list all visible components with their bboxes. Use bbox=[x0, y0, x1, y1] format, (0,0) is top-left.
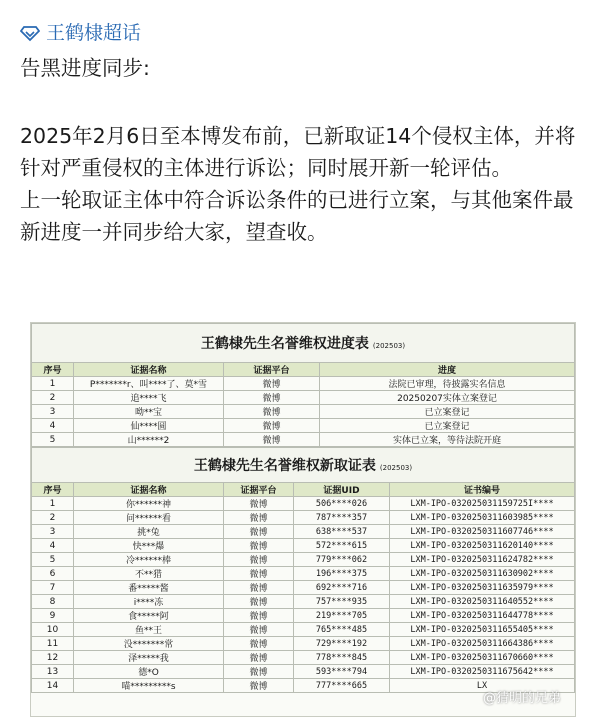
table-cell: i****冻 bbox=[74, 595, 224, 609]
table-cell: LXM-IPO-032025031159725I**** bbox=[390, 497, 575, 511]
table-cell: 快***爆 bbox=[74, 539, 224, 553]
table-row bbox=[32, 553, 575, 567]
table-cell: 593****794 bbox=[294, 665, 390, 679]
table-cell: LXM-IPO-0320250311664386**** bbox=[390, 637, 575, 651]
table-cell: LXM-IPO-0320250311630902**** bbox=[390, 567, 575, 581]
column-header: 证据名称 bbox=[74, 363, 224, 377]
table-cell: 微博 bbox=[224, 419, 320, 433]
table-cell: 7 bbox=[32, 581, 74, 595]
post-paragraph-3: 上一轮取证主体中符合诉讼条件的已进行立案，与其他案件最新进度一并同步给大家，望查收。 bbox=[20, 188, 574, 244]
table-cell: 1 bbox=[32, 497, 74, 511]
table-cell: 微博 bbox=[224, 433, 320, 447]
table-row bbox=[32, 665, 575, 679]
table-cell: LXM-IPO-0320250311655405**** bbox=[390, 623, 575, 637]
table-cell: 11 bbox=[32, 637, 74, 651]
table-row bbox=[32, 497, 575, 511]
new-evidence-table bbox=[31, 447, 575, 693]
table-cell: 德*O bbox=[74, 665, 224, 679]
table-cell: 8 bbox=[32, 595, 74, 609]
table-cell: 微博 bbox=[224, 679, 294, 693]
table-cell: 微博 bbox=[224, 497, 294, 511]
post-body bbox=[20, 52, 590, 248]
table-cell: 微博 bbox=[224, 637, 294, 651]
table-cell: 微博 bbox=[224, 377, 320, 391]
table-row bbox=[32, 651, 575, 665]
table-cell: 219****705 bbox=[294, 609, 390, 623]
table-cell: 微博 bbox=[224, 651, 294, 665]
column-header: 序号 bbox=[32, 363, 74, 377]
table-cell: 微博 bbox=[224, 391, 320, 405]
table-cell: 5 bbox=[32, 553, 74, 567]
table-cell: 微博 bbox=[224, 553, 294, 567]
watermark: @猜明的兄弟 bbox=[482, 691, 561, 706]
table-cell: 呦**宝 bbox=[74, 405, 224, 419]
table-cell: 仙****圆 bbox=[74, 419, 224, 433]
table-cell: 729****192 bbox=[294, 637, 390, 651]
table-cell: 食*****阿 bbox=[74, 609, 224, 623]
table-cell: 20250207实体立案登记 bbox=[320, 391, 575, 405]
table-cell: 已立案登记 bbox=[320, 405, 575, 419]
table-cell: 778****845 bbox=[294, 651, 390, 665]
table-cell: 微博 bbox=[224, 623, 294, 637]
table-cell: 已立案登记 bbox=[320, 419, 575, 433]
table-cell: LXM-IPO-0320250311603985**** bbox=[390, 511, 575, 525]
table-cell: 572****615 bbox=[294, 539, 390, 553]
progress-table-title: 王鹤棣先生名誉维权进度表 (202503) bbox=[32, 324, 575, 363]
table-cell: 777****665 bbox=[294, 679, 390, 693]
table-cell: 不**猎 bbox=[74, 567, 224, 581]
table-cell: 13 bbox=[32, 665, 74, 679]
column-header: 证据UID bbox=[294, 483, 390, 497]
table-row bbox=[32, 377, 575, 391]
evidence-table-image[interactable] bbox=[30, 322, 576, 717]
table-row bbox=[32, 595, 575, 609]
table-cell: 你******神 bbox=[74, 497, 224, 511]
table-cell: 9 bbox=[32, 609, 74, 623]
table-cell: 3 bbox=[32, 405, 74, 419]
table-row bbox=[32, 433, 575, 447]
table-cell: 2 bbox=[32, 511, 74, 525]
table-cell: 实体已立案，等待法院开庭 bbox=[320, 433, 575, 447]
table-cell: 冷******棒 bbox=[74, 553, 224, 567]
table-cell: 5 bbox=[32, 433, 74, 447]
table-cell: LX bbox=[390, 679, 575, 693]
column-header: 序号 bbox=[32, 483, 74, 497]
table-cell: 挑*兔 bbox=[74, 525, 224, 539]
table-cell: 638****537 bbox=[294, 525, 390, 539]
table-cell: 14 bbox=[32, 679, 74, 693]
table-cell: 微博 bbox=[224, 525, 294, 539]
table-cell: LXM-IPO-0320250311675642**** bbox=[390, 665, 575, 679]
table-cell: 506****026 bbox=[294, 497, 390, 511]
table-cell: 追****飞 bbox=[74, 391, 224, 405]
table-cell: 787****357 bbox=[294, 511, 390, 525]
diamond-icon bbox=[20, 22, 40, 42]
table-row bbox=[32, 391, 575, 405]
topic-label: 王鹤棣超话 bbox=[46, 22, 142, 44]
table-cell: 泽*****我 bbox=[74, 651, 224, 665]
table-row bbox=[32, 567, 575, 581]
table-row bbox=[32, 419, 575, 433]
post-line-1: 告黑进度同步: bbox=[20, 56, 150, 80]
table-cell: 微博 bbox=[224, 595, 294, 609]
table-cell: 微博 bbox=[224, 609, 294, 623]
post-paragraph-2: 2025年2月6日至本博发布前，已新取证14个侵权主体，并将针对严重侵权的主体进行诉讼；同时展开新一轮评估。 bbox=[20, 124, 576, 180]
table-cell: 10 bbox=[32, 623, 74, 637]
table-cell: 微博 bbox=[224, 405, 320, 419]
table-cell: LXM-IPO-0320250311624782**** bbox=[390, 553, 575, 567]
table-row bbox=[32, 405, 575, 419]
table-cell: 1 bbox=[32, 377, 74, 391]
table-cell: LXM-IPO-0320250311670660**** bbox=[390, 651, 575, 665]
table-cell: 没*******常 bbox=[74, 637, 224, 651]
table-cell: LXM-IPO-0320250311644778**** bbox=[390, 609, 575, 623]
table-cell: 微博 bbox=[224, 581, 294, 595]
table-cell: 法院已审理，待披露实名信息 bbox=[320, 377, 575, 391]
table-cell: LXM-IPO-0320250311635979**** bbox=[390, 581, 575, 595]
column-header: 证据平台 bbox=[224, 483, 294, 497]
table-cell: 微博 bbox=[224, 539, 294, 553]
new-evidence-table-title: 王鹤棣先生名誉维权新取证表 (202503) bbox=[32, 448, 575, 483]
column-header: 进度 bbox=[320, 363, 575, 377]
table-cell: LXM-IPO-0320250311640552**** bbox=[390, 595, 575, 609]
table-cell: 微博 bbox=[224, 665, 294, 679]
table-cell: 4 bbox=[32, 539, 74, 553]
column-header: 证据名称 bbox=[74, 483, 224, 497]
table-cell: 微博 bbox=[224, 567, 294, 581]
table-cell: 2 bbox=[32, 391, 74, 405]
topic-tag[interactable] bbox=[20, 18, 141, 45]
table-cell: 692****716 bbox=[294, 581, 390, 595]
table-cell: 4 bbox=[32, 419, 74, 433]
table-row bbox=[32, 511, 575, 525]
table-cell: LXM-IPO-0320250311607746**** bbox=[390, 525, 575, 539]
table-cell: P*******r、叫****了、莫*雪 bbox=[74, 377, 224, 391]
progress-table bbox=[31, 323, 575, 447]
table-row bbox=[32, 609, 575, 623]
table-row bbox=[32, 581, 575, 595]
table-cell: 757****935 bbox=[294, 595, 390, 609]
table-row bbox=[32, 525, 575, 539]
table-cell: 779****062 bbox=[294, 553, 390, 567]
column-header: 证书编号 bbox=[390, 483, 575, 497]
table-cell: 微博 bbox=[224, 511, 294, 525]
table-cell: 765****485 bbox=[294, 623, 390, 637]
table-cell: 12 bbox=[32, 651, 74, 665]
column-header: 证据平台 bbox=[224, 363, 320, 377]
table-cell: 番*****酱 bbox=[74, 581, 224, 595]
table-cell: LXM-IPO-0320250311620140**** bbox=[390, 539, 575, 553]
table-cell: 196****375 bbox=[294, 567, 390, 581]
table-row bbox=[32, 637, 575, 651]
table-cell: 3 bbox=[32, 525, 74, 539]
table-cell: 喵*********s bbox=[74, 679, 224, 693]
table-row bbox=[32, 623, 575, 637]
table-cell: 山******2 bbox=[74, 433, 224, 447]
table-row bbox=[32, 539, 575, 553]
table-cell: 鱼**王 bbox=[74, 623, 224, 637]
table-cell: 6 bbox=[32, 567, 74, 581]
table-cell: 问******看 bbox=[74, 511, 224, 525]
